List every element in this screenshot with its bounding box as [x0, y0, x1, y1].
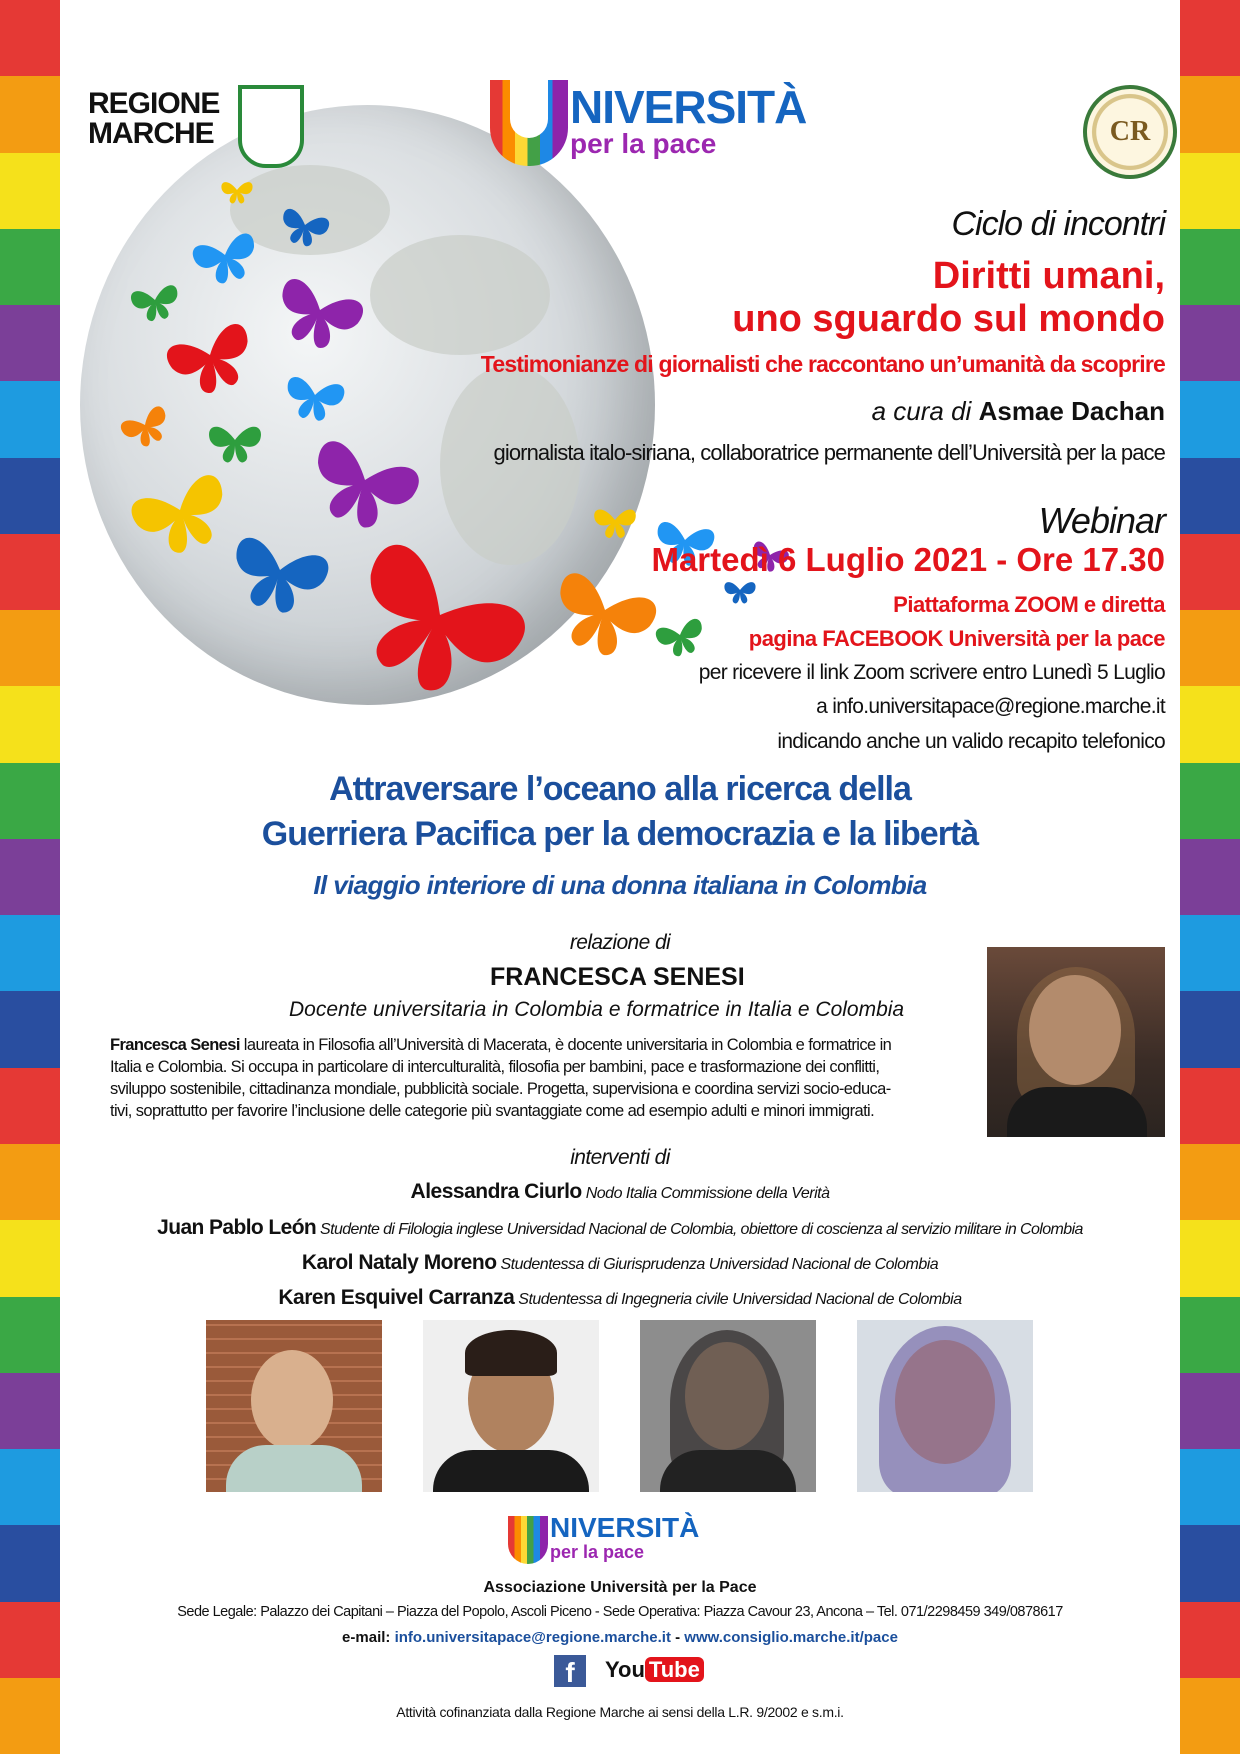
rainbow-stripe-left — [0, 0, 60, 1754]
rainbow-stripe-right — [1180, 0, 1240, 1754]
stripe-band — [0, 839, 60, 915]
speaker-bio: Francesca Senesi laureata in Filosofia all’Università di Macerata, è docente universitaria in Colombia e formatrice in Italia e Colombia. Si occupa in particolare di interculturalità, filosofia per bambini, pace e trasformazione dei conflitti, sviluppo sostenibile, cittadinanza mondiale, pubblicità sociale. Progetta, supervisiona e coordina servizi socio-educa- tivi, soprattutto per favorire l’inclusione delle categorie più svantaggiate come ad esempio adulti e minori immigrati. — [110, 1036, 892, 1120]
stripe-band — [0, 1068, 60, 1144]
stripe-band — [1180, 1449, 1240, 1525]
stripe-band — [1180, 610, 1240, 686]
stripe-band — [0, 381, 60, 457]
stripe-band — [1180, 534, 1240, 610]
stripe-band — [1180, 229, 1240, 305]
series-label: Ciclo di incontri — [951, 205, 1165, 243]
karen-esquivel-carranza-photo — [857, 1320, 1033, 1492]
stripe-band — [1180, 1297, 1240, 1373]
facebook-icon[interactable]: f — [554, 1655, 586, 1687]
intervention-name: Juan Pablo León — [157, 1216, 317, 1239]
event-format: Webinar — [1038, 500, 1165, 541]
footer-website-link[interactable]: www.consiglio.marche.it/pace — [684, 1629, 898, 1646]
footer-association: Associazione Università per la Pace — [483, 1579, 757, 1596]
stripe-band — [0, 76, 60, 152]
stripe-band — [0, 305, 60, 381]
curator — [872, 396, 1165, 427]
stripe-band — [1180, 763, 1240, 839]
regione-marche-shield-icon — [238, 85, 304, 168]
intervention-role: Nodo Italia Commissione della Verità — [585, 1185, 830, 1202]
stripe-band — [1180, 305, 1240, 381]
event-info-line-1: per ricevere il link Zoom scrivere entro Lunedì 5 Luglio — [698, 661, 1165, 684]
stripe-band — [0, 229, 60, 305]
stripe-band — [1180, 686, 1240, 762]
stripe-band — [1180, 1220, 1240, 1296]
intervention-row — [60, 1180, 1180, 1204]
stripe-band — [0, 1602, 60, 1678]
talk-title-line-1: Attraversare l’oceano alla ricerca della — [329, 770, 911, 808]
footer-universita-logo: NIVERSITÀ per la pace — [508, 1516, 738, 1566]
francesca-senesi-photo — [987, 947, 1165, 1137]
interventions-label: interventi di — [570, 1146, 670, 1169]
title-line-2: uno sguardo sul mondo — [732, 298, 1165, 340]
stripe-band — [1180, 0, 1240, 76]
stripe-band — [1180, 1525, 1240, 1601]
curator-name: Asmae Dachan — [978, 396, 1165, 426]
rainbow-u-icon — [508, 1516, 548, 1564]
relazione-label: relazione di — [569, 931, 671, 954]
intervention-row — [60, 1251, 1180, 1275]
footer-address: Sede Legale: Palazzo dei Capitani – Piazza del Popolo, Ascoli Piceno - Sede Operativa: Piazza Cavour 23, Ancona – Tel. 071/2298459 349/0878617 — [177, 1604, 1063, 1620]
event-info-line-2: a info.universitapace@regione.marche.it — [816, 695, 1165, 718]
universita-per-la-pace-logo: NIVERSITÀ per la pace — [490, 80, 870, 170]
consiglio-regionale-seal-logo: CR — [1083, 85, 1177, 179]
stripe-band — [0, 686, 60, 762]
karol-nataly-moreno-photo — [640, 1320, 816, 1492]
curator-role: giornalista italo-siriana, collaboratrice permanente dell’Università per la pace — [493, 440, 1165, 465]
stripe-band — [0, 915, 60, 991]
intervention-row — [60, 1216, 1180, 1240]
stripe-band — [0, 1373, 60, 1449]
event-platform-line-2: pagina FACEBOOK Università per la pace — [748, 626, 1165, 651]
rainbow-u-icon — [490, 80, 568, 166]
stripe-band — [0, 1525, 60, 1601]
regione-marche-logo: REGIONE MARCHE — [88, 85, 328, 175]
stripe-band — [1180, 1602, 1240, 1678]
youtube-icon[interactable]: You Tube — [605, 1657, 704, 1687]
speaker-name: FRANCESCA SENESI — [490, 963, 745, 991]
stripe-band — [0, 1220, 60, 1296]
bio-name: Francesca Senesi — [110, 1036, 240, 1054]
stripe-band — [1180, 991, 1240, 1067]
stripe-band — [0, 991, 60, 1067]
event-platform-line-1: Piattaforma ZOOM e diretta — [893, 592, 1165, 617]
title-line-1: Diritti umani, — [932, 255, 1165, 297]
intervention-role: Studente di Filologia inglese Universidad Nacional de Colombia, obiettore di coscienza al servizio militare in Colombia — [320, 1221, 1083, 1238]
stripe-band — [0, 1678, 60, 1754]
stripe-band — [0, 763, 60, 839]
subtitle: Testimonianze di giornalisti che raccontano un’umanità da scoprire — [480, 351, 1165, 377]
stripe-band — [1180, 1678, 1240, 1754]
stripe-band — [0, 534, 60, 610]
stripe-band — [1180, 153, 1240, 229]
stripe-band — [0, 1144, 60, 1220]
stripe-band — [1180, 76, 1240, 152]
stripe-band — [0, 458, 60, 534]
event-info-line-3: indicando anche un valido recapito telefonico — [777, 730, 1165, 753]
stripe-band — [1180, 1068, 1240, 1144]
stripe-band — [0, 0, 60, 76]
stripe-band — [1180, 839, 1240, 915]
stripe-band — [1180, 1373, 1240, 1449]
stripe-band — [1180, 381, 1240, 457]
footer-note: Attività cofinanziata dalla Regione Marche ai sensi della L.R. 9/2002 e s.m.i. — [396, 1704, 844, 1720]
stripe-band — [0, 610, 60, 686]
footer-email-link[interactable]: info.universitapace@regione.marche.it — [394, 1629, 671, 1646]
event-datetime: Martedì 6 Luglio 2021 - Ore 17.30 — [651, 541, 1165, 578]
intervention-row — [60, 1286, 1180, 1310]
footer-contacts: e-mail: info.universitapace@regione.marche.it - www.consiglio.marche.it/pace — [342, 1629, 898, 1646]
intervention-role: Studentessa di Giurisprudenza Universidad Nacional de Colombia — [500, 1256, 939, 1273]
stripe-band — [0, 1297, 60, 1373]
curator-prefix: a cura di — [871, 396, 972, 426]
intervention-role: Studentessa di Ingegneria civile Universidad Nacional de Colombia — [518, 1291, 962, 1308]
speaker-role: Docente universitaria in Colombia e formatrice in Italia e Colombia — [289, 998, 905, 1021]
stripe-band — [0, 1449, 60, 1525]
stripe-band — [0, 153, 60, 229]
stripe-band — [1180, 458, 1240, 534]
juan-pablo-leon-photo — [423, 1320, 599, 1492]
intervention-name: Karol Nataly Moreno — [301, 1251, 497, 1274]
talk-subtitle: Il viaggio interiore di una donna italiana in Colombia — [313, 870, 927, 900]
alessandra-ciurlo-photo — [206, 1320, 382, 1492]
intervention-name: Karen Esquivel Carranza — [278, 1286, 515, 1309]
intervention-name: Alessandra Ciurlo — [410, 1180, 582, 1203]
stripe-band — [1180, 1144, 1240, 1220]
talk-title-line-2: Guerriera Pacifica per la democrazia e la libertà — [261, 815, 979, 853]
stripe-band — [1180, 915, 1240, 991]
